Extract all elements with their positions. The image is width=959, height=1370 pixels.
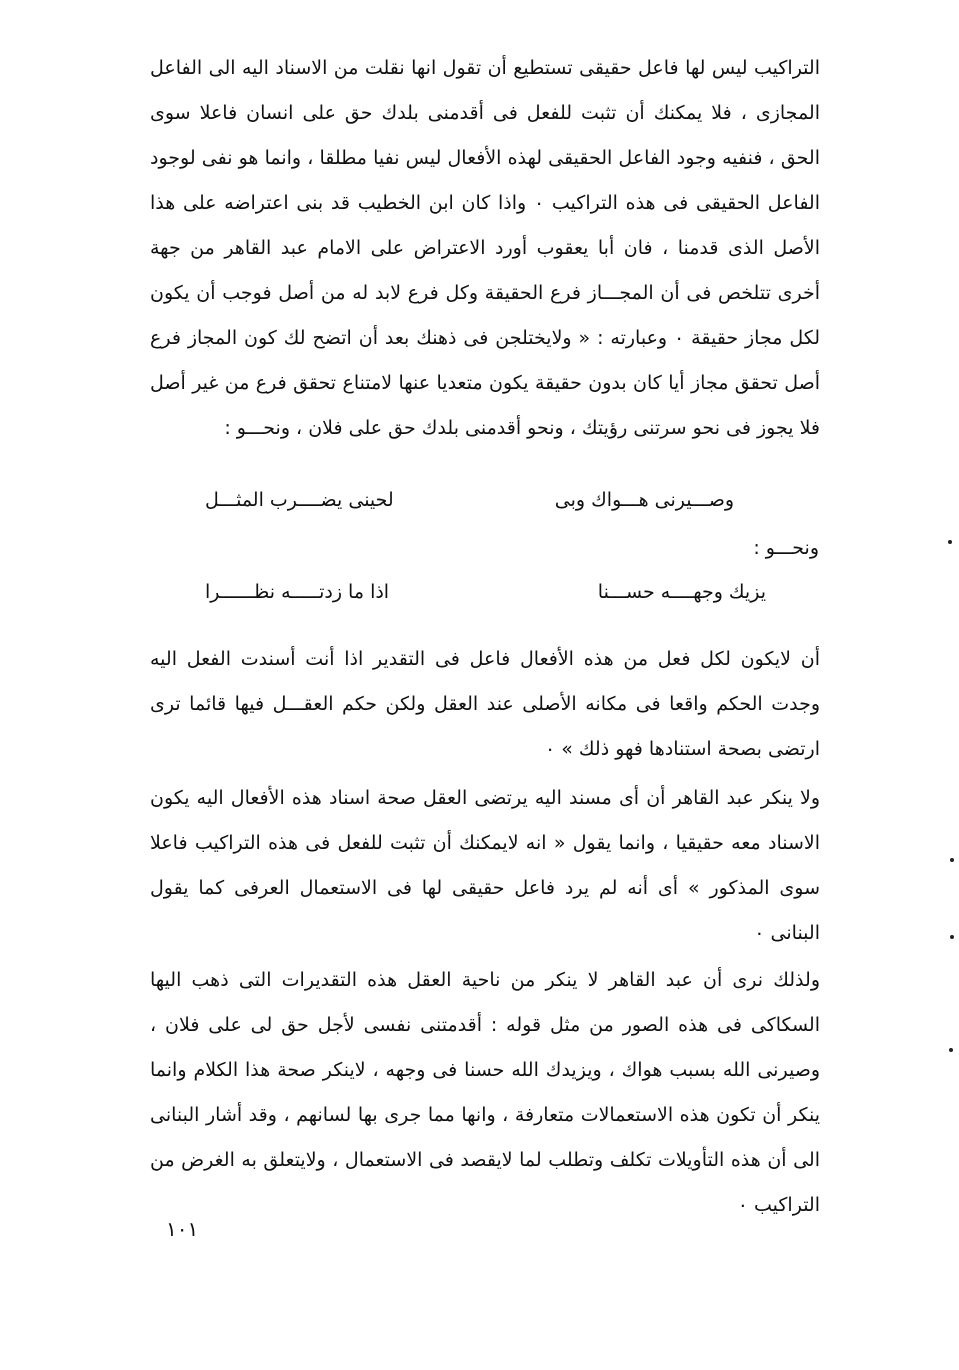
verse-2-right-hemistich: يزيك وجهــــه حســـنا (597, 581, 766, 603)
paragraph-2: أن لايكون لكل فعل من هذه الأفعال فاعل فى التقدير اذا أنت أسندت الفعل اليه وجدت الحكم واقعا فى مكانه الأصلى عند العقل ولكن حكم العقـــل فيها قائما ترى ارتضى بصحة استنادها فهو ذلك » ٠ (150, 648, 820, 760)
scan-speck (950, 935, 954, 939)
verse-2-left-hemistich: اذا ما زدتـــــه نظــــــرا (205, 581, 390, 603)
scan-speck (950, 858, 954, 862)
page-number: ١٠١ (166, 1217, 199, 1241)
scan-speck (948, 540, 952, 544)
paragraph-3: ولا ينكر عبد القاهر أن أى مسند اليه يرتضى العقل صحة اسناد هذه الأفعال اليه يكون الاسناد معه حقيقيا ، وانما يقول « انه لايمكنك أن تثبت للفعل فى هذه التراكيب فاعلا سوى المذكور » أى أنه لم يرد فاعل حقيقى لها فى الاستعمال العرفى كما يقول البنانى ٠ (150, 787, 820, 944)
paragraph-1: التراكيب ليس لها فاعل حقيقى تستطيع أن تقول انها نقلت من الاسناد اليه الى الفاعل المجازى ، فلا يمكنك أن تثبت للفعل فى أقدمنى بلدك حق على انسان فاعلا سوى الحق ، فنفيه وجود الفاعل الحقيقى لهذه الأفعال ليس نفيا مطلقا ، وانما هو نفى لوجود الفاعل الحقيقى فى هذه التراكيب ٠ واذا كان ابن الخطيب قد بنى اعتراضه على هذا الأصل الذى قدمنا ، فان أبا يعقوب أورد الاعتراض على الامام عبد القاهر من جهة أخرى تتلخص فى أن المجـــاز فرع الحقيقة وكل فرع لابد له من أصل فوجب أن يكون لكل مجاز حقيقة ٠ وعبارته : « ولايختلجن فى ذهنك بعد أن اتضح لك كون المجاز فرع أصل تحقق مجاز أيا كان بدون حقيقة يكون متعديا عنها لامتناع تحقق فرع من غير أصل فلا يجوز فى نحو سرتنى رؤيتك ، ونحو أقدمنى بلدك حق على فلان ، ونحـــو : (150, 57, 821, 439)
scan-speck (949, 1048, 953, 1052)
paragraph-4-block (150, 958, 820, 1228)
paragraph-3-block (150, 776, 820, 956)
verse-1-left-hemistich: لحينى يضــــرب المثـــل (205, 489, 394, 511)
paragraph-4: ولذلك نرى أن عبد القاهر لا ينكر من ناحية العقل هذه التقديرات التى ذهب اليها السكاكى فى هذه الصور من مثل قوله : أقدمتنى نفسى لأجل حق لى على فلان ، وصيرنى الله بسبب هواك ، ويزيدك الله حسنا فى وجهه ، لاينكر صحة هذا الكلام وانما ينكر أن تكون هذه الاستعمالات متعارفة ، وانها مما جرى بها لسانهم ، وقد أشار البنانى الى أن هذه التأويلات تكلف وتطلب لما لايقصد فى الاستعمال ، ولايتعلق به الغرض من التراكيب ٠ (150, 969, 820, 1216)
paragraph-1-block (150, 46, 820, 451)
example-label: ونحـــو : (753, 537, 819, 559)
paragraph-2-block (150, 637, 820, 772)
verse-1-right-hemistich: وصـــيرنى هـــواك وبى (554, 489, 734, 511)
